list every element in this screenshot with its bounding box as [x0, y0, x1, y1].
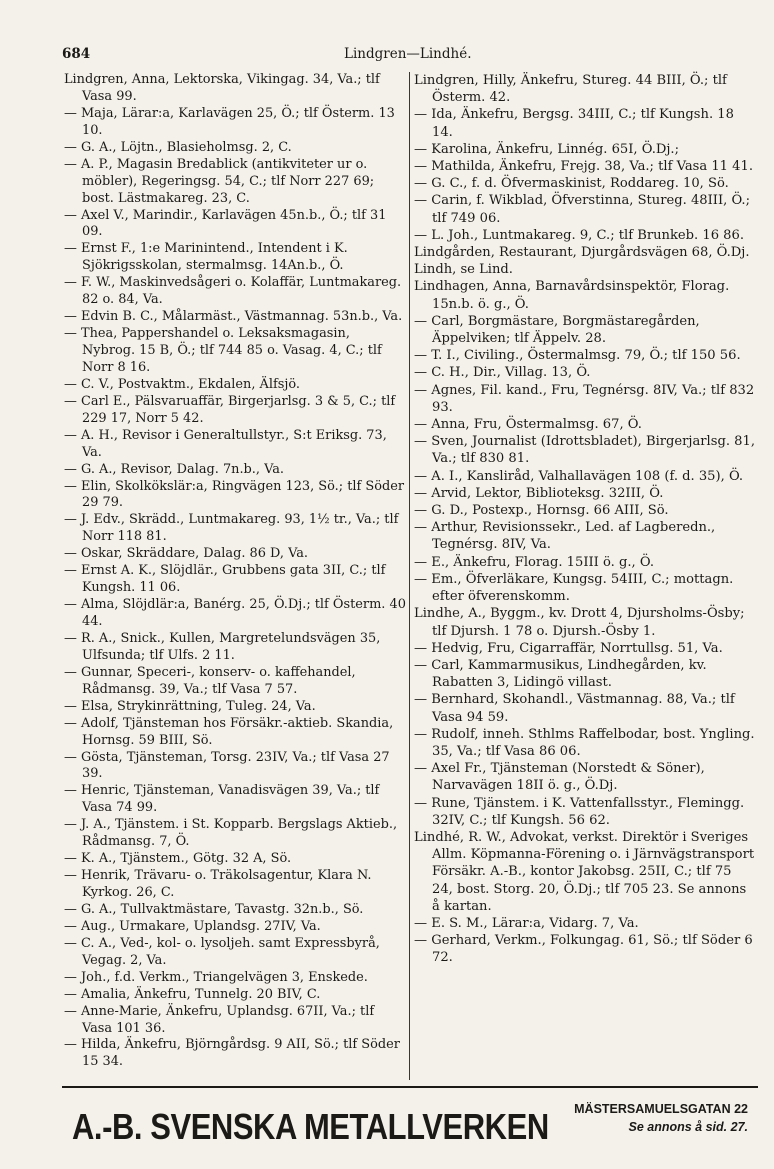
- directory-entry: — C. A., Ved-, kol- o. lysoljeh. samt Expressbyrå, Vegag. 2, Va.: [64, 935, 380, 968]
- directory-entry: — E., Änkefru, Florag. 15III ö. g., Ö.: [414, 554, 654, 570]
- directory-entry: — Carin, f. Wikblad, Öfverstinna, Stureg. 48III, Ö.; tlf 749 06.: [414, 193, 750, 226]
- directory-entry: Lindhagen, Anna, Barnavårdsinspektör, Florag. 15n.b. ö. g., Ö.: [414, 279, 730, 312]
- directory-entry: — Thea, Pappershandel o. Leksaksmagasin, Nybrog. 15 B, Ö.; tlf 744 85 o. Vasag. 4, C.; tlf Norr 8 16.: [64, 326, 382, 375]
- directory-entry: — L. Joh., Luntmakareg. 9, C.; tlf Brunkeb. 16 86.: [414, 227, 745, 243]
- directory-entry: — Ernst F., 1:e Marinintend., Intendent i K. Sjökrigsskolan, stermalmsg. 14An.b., Ö.: [64, 241, 348, 274]
- directory-column-left: [64, 72, 406, 1082]
- directory-entry: — G. D., Postexp., Hornsg. 66 AIII, Sö.: [414, 503, 669, 519]
- directory-entry: — G. A., Revisor, Dalag. 7n.b., Va.: [64, 461, 285, 477]
- directory-column-right: [414, 72, 756, 1082]
- advertisement-top-rule: [62, 1086, 758, 1088]
- directory-entry: — Hilda, Änkefru, Björngårdsg. 9 AII, Sö.; tlf Söder 15 34.: [64, 1037, 400, 1070]
- column-divider: [409, 72, 410, 1080]
- directory-entry: — Agnes, Fil. kand., Fru, Tegnérsg. 8IV, Va.; tlf 832 93.: [414, 382, 755, 415]
- advertisement-company: A.-B. SVENSKA METALLVERKEN: [72, 1106, 549, 1147]
- directory-entry: — Arthur, Revisionssekr., Led. af Lagberedn., Tegnérsg. 8IV, Va.: [414, 520, 716, 553]
- page-header: [62, 46, 762, 64]
- directory-entry: Lindgården, Restaurant, Djurgårdsvägen 68, Ö.Dj.: [414, 245, 750, 261]
- directory-entry: Lindhe, A., Byggm., kv. Drott 4, Djursholms-Ösby; tlf Djursh. 1 78 o. Djursh.-Ösby 1.: [414, 606, 745, 639]
- page-number: 684: [62, 46, 91, 62]
- directory-entry: — Maja, Lärar:a, Karlavägen 25, Ö.; tlf Österm. 13 10.: [64, 105, 395, 138]
- directory-entry: — E. S. M., Lärar:a, Vidarg. 7, Va.: [414, 915, 639, 931]
- directory-entry: — J. Edv., Skrädd., Luntmakareg. 93, 1½ tr., Va.; tlf Norr 118 81.: [64, 512, 399, 545]
- directory-entry: — K. A., Tjänstem., Götg. 32 A, Sö.: [64, 851, 292, 867]
- directory-entry: — Anna, Fru, Östermalmsg. 67, Ö.: [414, 417, 642, 433]
- directory-entry: Lindgren, Hilly, Änkefru, Stureg. 44 BIII, Ö.; tlf Österm. 42.: [414, 73, 727, 106]
- directory-entry: — G. C., f. d. Öfvermaskinist, Roddareg. 10, Sö.: [414, 176, 729, 192]
- directory-entry: — Karolina, Änkefru, Linnég. 65I, Ö.Dj.;: [414, 141, 679, 157]
- directory-entry: — Ida, Änkefru, Bergsg. 34III, C.; tlf Kungsh. 18 14.: [414, 107, 734, 140]
- directory-entry: — Rune, Tjänstem. i K. Vattenfallsstyr., Flemingg. 32IV, C.; tlf Kungsh. 56 62.: [414, 795, 745, 828]
- directory-entry: — F. W., Maskinvedsågeri o. Kolaffär, Luntmakareg. 82 o. 84, Va.: [64, 275, 402, 308]
- directory-entry: — Carl E., Pälsvaruaffär, Birgerjarlsg. 3 & 5, C.; tlf 229 17, Norr 5 42.: [64, 393, 396, 426]
- directory-entry: — Aug., Urmakare, Uplandsg. 27IV, Va.: [64, 918, 321, 934]
- directory-entry: — Gösta, Tjänsteman, Torsg. 23IV, Va.; tlf Vasa 27 39.: [64, 749, 390, 782]
- directory-entry: — Rudolf, inneh. Sthlms Raffelbodar, bost. Yngling. 35, Va.; tlf Vasa 86 06.: [414, 726, 755, 759]
- directory-entry: — Axel Fr., Tjänsteman (Norstedt & Söner), Narvavägen 18II ö. g., Ö.Dj.: [414, 761, 705, 794]
- directory-entry: — Anne-Marie, Änkefru, Uplandsg. 67II, Va.; tlf Vasa 101 36.: [64, 1003, 375, 1036]
- directory-entry: — Henric, Tjänsteman, Vanadisvägen 39, Va.; tlf Vasa 74 99.: [64, 783, 380, 816]
- directory-entry: — Oskar, Skräddare, Dalag. 86 D, Va.: [64, 546, 309, 562]
- running-head: Lindgren—Lindhé.: [344, 46, 472, 62]
- directory-entry: — Gerhard, Verkm., Folkungag. 61, Sö.; tlf Söder 6 72.: [414, 933, 753, 966]
- directory-entry: — Sven, Journalist (Idrottsbladet), Birgerjarlsg. 81, Va.; tlf 830 81.: [414, 434, 755, 467]
- directory-entry: — R. A., Snick., Kullen, Margretelundsvägen 35, Ulfsunda; tlf Ulfs. 2 11.: [64, 630, 381, 663]
- directory-entry: — Carl, Kammarmusikus, Lindhegården, kv. Rabatten 3, Lidingö villast.: [414, 657, 707, 691]
- directory-entry: — A. P., Magasin Bredablick (antikviteter ur o. möbler), Regeringsg. 54, C.; tlf Norr 227 69; bost. Lästmakareg. 23, C.: [64, 156, 375, 206]
- directory-entry: — Edvin B. C., Målarmäst., Västmannag. 53n.b., Va.: [64, 309, 403, 325]
- directory-entry: Lindgren, Anna, Lektorska, Vikingag. 34, Va.; tlf Vasa 99.: [64, 72, 380, 104]
- directory-entry: — Henrik, Trävaru- o. Träkolsagentur, Klara N. Kyrkog. 26, C.: [64, 868, 372, 900]
- directory-entry: — Amalia, Änkefru, Tunnelg. 20 BIV, C.: [64, 986, 321, 1002]
- directory-entry: — T. I., Civiling., Östermalmsg. 79, Ö.; tlf 150 56.: [414, 348, 741, 364]
- directory-entry: — Joh., f.d. Verkm., Triangelvägen 3, Enskede.: [64, 969, 368, 985]
- directory-entry: — Mathilda, Änkefru, Frejg. 38, Va.; tlf Vasa 11 41.: [414, 159, 753, 175]
- directory-entry: — C. H., Dir., Villag. 13, Ö.: [414, 365, 591, 381]
- advertisement-banner: [62, 1094, 758, 1156]
- directory-entry: — Elsa, Strykinrättning, Tuleg. 24, Va.: [64, 698, 316, 714]
- directory-entry: — C. V., Postvaktm., Ekdalen, Älfsjö.: [64, 376, 300, 392]
- directory-entry: — Alma, Slöjdlär:a, Banérg. 25, Ö.Dj.; tlf Österm. 40 44.: [64, 597, 406, 629]
- directory-entry: — Em., Öfverläkare, Kungsg. 54III, C.; mottagn. efter öfverenskomm.: [414, 571, 734, 605]
- directory-entry: — G. A., Tullvaktmästare, Tavastg. 32n.b., Sö.: [64, 901, 364, 917]
- directory-entry: — Carl, Borgmästare, Borgmästaregården, Äppelviken; tlf Äppelv. 28.: [414, 313, 700, 347]
- advertisement-reference: Se annons å sid. 27.: [628, 1120, 748, 1134]
- directory-entry: — Elin, Skolkökslär:a, Ringvägen 123, Sö.; tlf Söder 29 79.: [64, 478, 404, 511]
- directory-entry: — Adolf, Tjänsteman hos Försäkr.-aktieb. Skandia, Hornsg. 59 BIII, Sö.: [64, 715, 394, 748]
- directory-entry: Lindhé, R. W., Advokat, verkst. Direktör i Sveriges Allm. Köpmanna-Förening o. i Järnvägstransport Försäkr. A.-B., kontor Jakobsg. 25II, C.; tlf 75 24, bost. Storg. 20, Ö.Dj.; tlf 705 23. Se annons å kartan.: [414, 829, 755, 914]
- directory-entry: — G. A., Löjtn., Blasieholmsg. 2, C.: [64, 139, 292, 155]
- directory-entry: — Hedvig, Fru, Cigarraffär, Norrtullsg. 51, Va.: [414, 640, 723, 656]
- directory-entry: — A. I., Kanslіråd, Valhallavägen 108 (f. d. 35), Ö.: [414, 468, 744, 484]
- directory-entry: — Arvid, Lektor, Biblioteksg. 32III, Ö.: [414, 485, 664, 501]
- directory-entry: — Ernst A. K., Slöjdlär., Grubbens gata 3II, C.; tlf Kungsh. 11 06.: [64, 563, 386, 596]
- directory-entry: — Bernhard, Skohandl., Västmannag. 88, Va.; tlf Vasa 94 59.: [414, 692, 735, 725]
- directory-entry: — Gunnar, Speceri-, konserv- o. kaffehandel, Rådmansg. 39, Va.; tlf Vasa 7 57.: [64, 664, 356, 697]
- directory-entry: — J. A., Tjänstem. i St. Kopparb. Bergslags Aktieb., Rådmansg. 7, Ö.: [64, 817, 398, 850]
- directory-entry: — A. H., Revisor i Generaltullstyr., S:t Eriksg. 73, Va.: [64, 427, 387, 460]
- directory-entry: Lindh, se Lind.: [414, 262, 513, 278]
- directory-entry: — Axel V., Marindir., Karlavägen 45n.b., Ö.; tlf 31 09.: [64, 207, 387, 240]
- advertisement-address: MÄSTERSAMUELSGATAN 22: [574, 1102, 748, 1116]
